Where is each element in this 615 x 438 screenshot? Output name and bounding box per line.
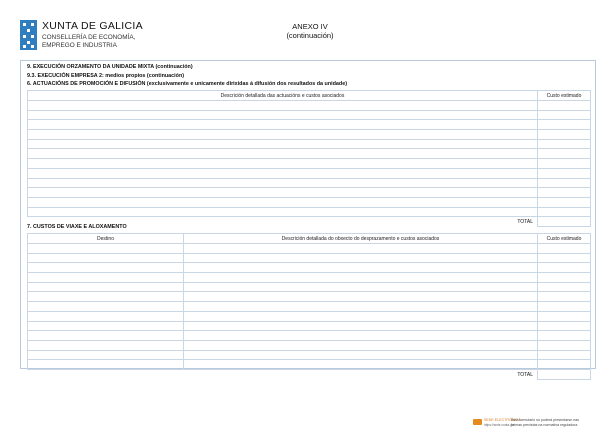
travel-description-cell[interactable] (184, 331, 538, 341)
promotion-row (28, 159, 591, 169)
footer-notice (473, 418, 613, 430)
promotion-description-cell[interactable] (28, 130, 538, 140)
travel-cost-cell[interactable] (538, 340, 591, 350)
promotion-cost-cell[interactable] (538, 197, 591, 207)
travel-destination-cell[interactable] (28, 292, 184, 302)
promotion-total-label: TOTAL (517, 218, 533, 225)
promotion-cost-cell[interactable] (538, 159, 591, 169)
travel-destination-cell[interactable] (28, 302, 184, 312)
travel-destination-cell[interactable] (28, 263, 184, 273)
footer-legal-text (511, 418, 579, 427)
travel-description-cell[interactable] (184, 244, 538, 254)
form-panel (20, 60, 596, 378)
travel-description-cell[interactable] (184, 253, 538, 263)
travel-row (28, 253, 591, 263)
promotion-description-header: Descrición detallada das actuacións e custos asociados (28, 91, 538, 101)
promotion-row (28, 130, 591, 140)
travel-cost-cell[interactable] (538, 360, 591, 370)
travel-destination-header: Destino (28, 234, 184, 244)
travel-cost-cell[interactable] (538, 273, 591, 283)
promotion-row (28, 207, 591, 217)
annex-subtitle: (continuación) (286, 31, 334, 40)
travel-row (28, 321, 591, 331)
travel-cost-cell[interactable] (538, 350, 591, 360)
travel-row (28, 292, 591, 302)
travel-description-cell[interactable] (184, 350, 538, 360)
travel-row (28, 311, 591, 321)
travel-cost-cell[interactable] (538, 263, 591, 273)
department-line-2: EMPREGO E INDUSTRIA (42, 42, 117, 49)
promotion-row (28, 149, 591, 159)
brand-name: XUNTA DE GALICIA (42, 20, 143, 32)
travel-cost-cell[interactable] (538, 292, 591, 302)
travel-cost-cell[interactable] (538, 244, 591, 254)
travel-description-cell[interactable] (184, 321, 538, 331)
promotion-cost-cell[interactable] (538, 168, 591, 178)
footer-seal-label: SEDE ELECTRÓNICA (484, 418, 521, 422)
travel-description-cell[interactable] (184, 340, 538, 350)
travel-cost-cell[interactable] (538, 282, 591, 292)
travel-description-cell[interactable] (184, 292, 538, 302)
promotion-description-cell[interactable] (28, 197, 538, 207)
travel-row (28, 340, 591, 350)
travel-description-cell[interactable] (184, 360, 538, 370)
promotion-row (28, 110, 591, 120)
travel-row (28, 263, 591, 273)
promotion-cost-cell[interactable] (538, 130, 591, 140)
sede-electronica-icon (473, 419, 482, 425)
promotion-cost-cell[interactable] (538, 139, 591, 149)
footer-url: https://sede.xunta.gal (484, 423, 515, 427)
travel-cost-header: Custo estimado (538, 234, 591, 244)
travel-cost-cell[interactable] (538, 331, 591, 341)
promotion-total-field[interactable] (538, 217, 591, 227)
promotion-description-cell[interactable] (28, 120, 538, 130)
promotion-cost-cell[interactable] (538, 188, 591, 198)
promotion-description-cell[interactable] (28, 110, 538, 120)
travel-row (28, 282, 591, 292)
promotion-description-cell[interactable] (28, 101, 538, 111)
promotion-cost-cell[interactable] (538, 207, 591, 217)
promotion-cost-header: Custo estimado (538, 91, 591, 101)
travel-description-cell[interactable] (184, 273, 538, 283)
travel-description-cell[interactable] (184, 282, 538, 292)
annex-title: ANEXO IV (292, 22, 328, 31)
travel-description-cell[interactable] (184, 263, 538, 273)
travel-rows (28, 244, 591, 370)
promotion-cost-cell[interactable] (538, 149, 591, 159)
travel-destination-cell[interactable] (28, 331, 184, 341)
travel-total-label: TOTAL (517, 371, 533, 378)
subsection-title: 9.3. EXECUCIÓN EMPRESA 2: medios propios (continuación) (27, 73, 185, 79)
travel-header-row (28, 234, 591, 244)
promotion-description-cell[interactable] (28, 149, 538, 159)
travel-description-cell[interactable] (184, 311, 538, 321)
promotion-row (28, 101, 591, 111)
travel-destination-cell[interactable] (28, 340, 184, 350)
annex-heading (255, 22, 365, 40)
promotion-description-cell[interactable] (28, 159, 538, 169)
travel-description-header: Descrición detallada do obxecto do desprazamento e custos asociados (184, 234, 538, 244)
promotion-table (27, 90, 591, 227)
travel-destination-cell[interactable] (28, 350, 184, 360)
promotion-header-row (28, 91, 591, 101)
promotion-title: 6. ACTUACIÓNS DE PROMOCIÓN E DIFUSIÓN (exclusivamente e unicamente dirixidas á difusión dos resultados da unidade) (27, 81, 348, 87)
travel-destination-cell[interactable] (28, 253, 184, 263)
travel-destination-cell[interactable] (28, 273, 184, 283)
promotion-cost-cell[interactable] (538, 110, 591, 120)
promotion-rows (28, 101, 591, 217)
travel-row (28, 273, 591, 283)
promotion-row (28, 188, 591, 198)
promotion-description-cell[interactable] (28, 178, 538, 188)
travel-destination-cell[interactable] (28, 321, 184, 331)
promotion-description-cell[interactable] (28, 168, 538, 178)
promotion-row (28, 197, 591, 207)
promotion-cost-cell[interactable] (538, 120, 591, 130)
travel-total-row (28, 369, 591, 379)
travel-row (28, 244, 591, 254)
travel-cost-cell[interactable] (538, 302, 591, 312)
promotion-row (28, 120, 591, 130)
travel-total-field[interactable] (538, 369, 591, 379)
travel-cost-cell[interactable] (538, 321, 591, 331)
promotion-row (28, 168, 591, 178)
promotion-description-cell[interactable] (28, 207, 538, 217)
travel-destination-cell[interactable] (28, 360, 184, 370)
travel-row (28, 350, 591, 360)
promotion-cost-cell[interactable] (538, 101, 591, 111)
department-name (42, 34, 135, 50)
promotion-description-cell[interactable] (28, 188, 538, 198)
travel-description-cell[interactable] (184, 302, 538, 312)
travel-cost-cell[interactable] (538, 253, 591, 263)
promotion-cost-cell[interactable] (538, 178, 591, 188)
promotion-description-cell[interactable] (28, 139, 538, 149)
footer-legal-line-2: formas previstas na normativa reguladora (511, 422, 578, 427)
travel-row (28, 302, 591, 312)
travel-cost-cell[interactable] (538, 311, 591, 321)
promotion-row (28, 178, 591, 188)
travel-row (28, 360, 591, 370)
footer-legal-line-1: Este formulario só poderá presentarse nas (511, 418, 579, 422)
section-title: 9. EXECUCIÓN ORZAMENTO DA UNIDADE MIXTA (continuación) (27, 64, 193, 70)
travel-destination-cell[interactable] (28, 282, 184, 292)
travel-destination-cell[interactable] (28, 311, 184, 321)
travel-row (28, 331, 591, 341)
travel-table (27, 233, 591, 380)
galicia-cross-emblem (20, 20, 37, 50)
travel-title: 7. CUSTOS DE VIAXE E ALOXAMENTO (27, 224, 127, 230)
department-line-1: CONSELLERÍA DE ECONOMÍA, (42, 34, 136, 41)
travel-destination-cell[interactable] (28, 244, 184, 254)
xunta-logo (20, 20, 170, 54)
promotion-row (28, 139, 591, 149)
